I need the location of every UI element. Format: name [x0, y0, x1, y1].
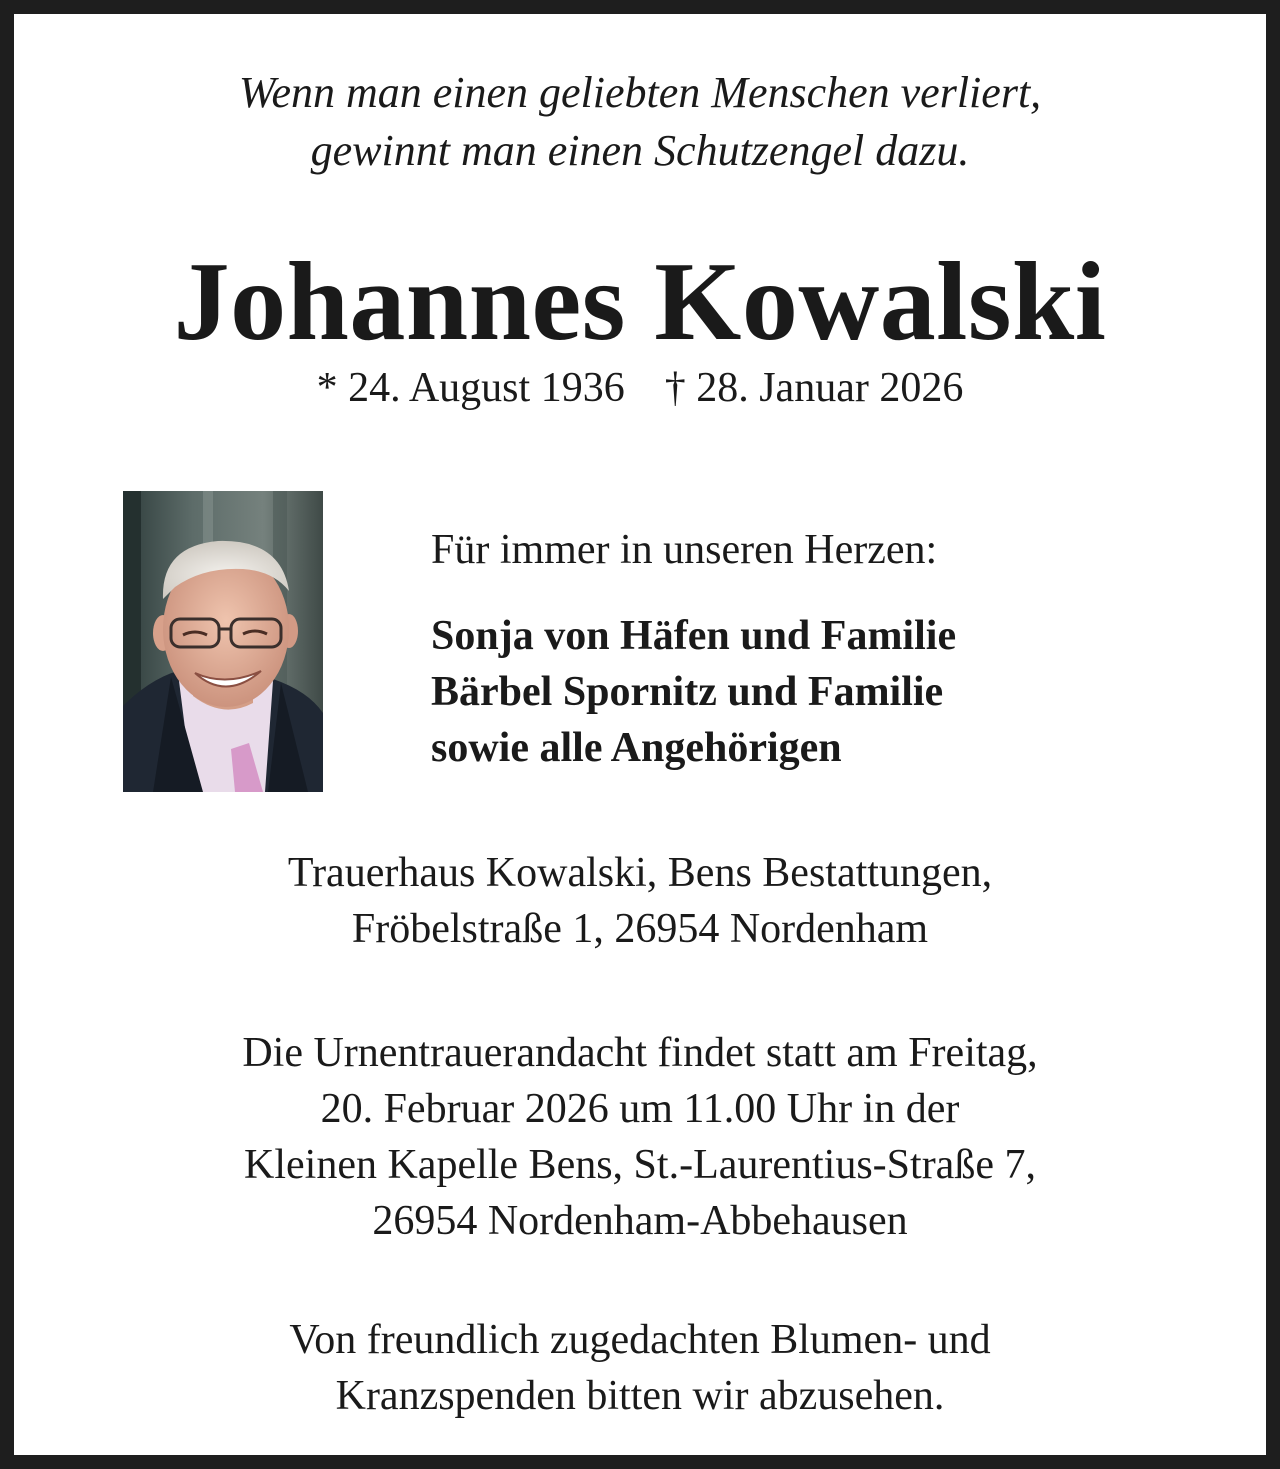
ceremony-line: 20. Februar 2026 um 11.00 Uhr in der: [320, 1086, 960, 1132]
deceased-name: Johannes Kowalski: [173, 240, 1107, 364]
ceremony-line: Kleinen Kapelle Bens, St.-Laurentius-Straße 7,: [244, 1142, 1036, 1188]
ceremony-line: 26954 Nordenham-Abbehausen: [372, 1198, 908, 1244]
motto-quote: [14, 64, 1266, 180]
death-date: † 28. Januar 2026: [664, 365, 964, 411]
portrait-photo: [123, 491, 323, 792]
mourner-name: Bärbel Spornitz und Familie: [431, 669, 944, 715]
birth-date: * 24. August 1936: [316, 365, 625, 411]
flowers-line: Von freundlich zugedachten Blumen- und: [289, 1317, 991, 1363]
portrait-image: [123, 491, 323, 792]
motto-line-2: gewinnt man einen Schutzengel dazu.: [310, 126, 970, 175]
mourner-name: Sonja von Häfen und Familie: [431, 613, 957, 659]
address-line: Trauerhaus Kowalski, Bens Bestattungen,: [287, 850, 993, 896]
mourner-name: sowie alle Angehörigen: [431, 725, 842, 771]
address-line: Fröbelstraße 1, 26954 Nordenham: [351, 906, 929, 952]
ceremony-line: Die Urnentrauerandacht findet statt am Freitag,: [242, 1030, 1038, 1076]
flowers-note: [14, 1312, 1266, 1424]
life-dates: [14, 360, 1266, 416]
mourners-names: [431, 608, 1131, 776]
flowers-line: Kranzspenden bitten wir abzusehen.: [335, 1373, 945, 1419]
mourners-section: [431, 522, 1131, 776]
mourning-house-address: [14, 845, 1266, 957]
ceremony-details: [14, 1025, 1266, 1249]
mourners-intro: Für immer in unseren Herzen:: [431, 527, 938, 573]
motto-line-1: Wenn man einen geliebten Menschen verliert,: [238, 68, 1042, 117]
